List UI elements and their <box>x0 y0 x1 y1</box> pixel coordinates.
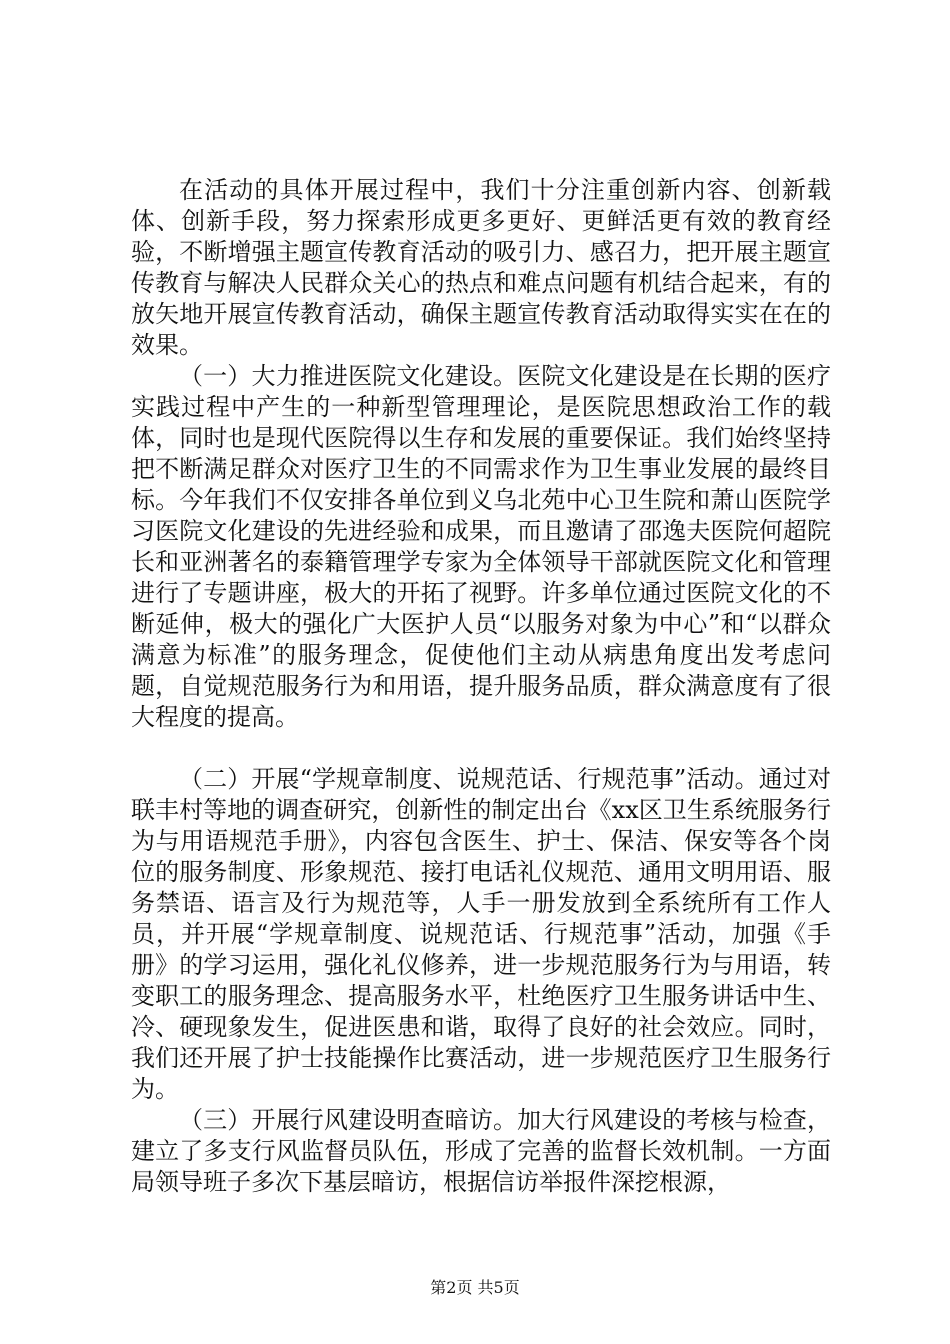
paragraph-section-3: （三）开展行风建设明查暗访。加大行风建设的考核与检查，建立了多支行风监督员队伍，形成了完善的监督长效机制。一方面局领导班子多次下基层暗访，根据信访举报件深挖根源， <box>131 1106 831 1196</box>
page-footer: 第2页 共5页 <box>430 1278 520 1297</box>
paragraph-section-2: （二）开展“学规章制度、说规范话、行规范事”活动。通过对联丰村等地的调查研究，创新性的制定出台《xx区卫生系统服务行为与用语规范手册》，内容包含医生、护士、保洁、保安等各个岗位的服务制度、形象规范、接打电话礼仪规范、通用文明用语、服务禁语、语言及行为规范等，人手一册发放到全系统所有工作人员，并开展“学规章制度、说规范话、行规范事”活动，加强《手册》的学习运用，强化礼仪修养，进一步规范服务行为与用语，转变职工的服务理念、提高服务水平，杜绝医疗卫生服务讲话中生、冷、硬现象发生，促进医患和谐，取得了良好的社会效应。同时，我们还开展了护士技能操作比赛活动，进一步规范医疗卫生服务行为。 <box>131 765 831 1103</box>
paragraph-intro: 在活动的具体开展过程中，我们十分注重创新内容、创新载体、创新手段，努力探索形成更多更好、更鲜活更有效的教育经验，不断增强主题宣传教育活动的吸引力、感召力，把开展主题宣传教育与解决人民群众关心的热点和难点问题有机结合起来，有的放矢地开展宣传教育活动，确保主题宣传教育活动取得实实在在的效果。 <box>131 176 831 359</box>
body-text <box>131 175 831 1198</box>
paragraph-section-1: （一）大力推进医院文化建设。医院文化建设是在长期的医疗实践过程中产生的一种新型管理理论，是医院思想政治工作的载体，同时也是现代医院得以生存和发展的重要保证。我们始终坚持把不断满足群众对医疗卫生的不同需求作为卫生事业发展的最终目标。今年我们不仅安排各单位到义乌北苑中心卫生院和萧山医院学习医院文化建设的先进经验和成果，而且邀请了邵逸夫医院何超院长和亚洲著名的泰籍管理学专家为全体领导干部就医院文化和管理进行了专题讲座，极大的开拓了视野。许多单位通过医院文化的不断延伸，极大的强化广大医护人员“以服务对象为中心”和“以群众满意为标准”的服务理念，促使他们主动从病患角度出发考虑问题，自觉规范服务行为和用语，提升服务品质，群众满意度有了很大程度的提高。 <box>131 362 831 731</box>
